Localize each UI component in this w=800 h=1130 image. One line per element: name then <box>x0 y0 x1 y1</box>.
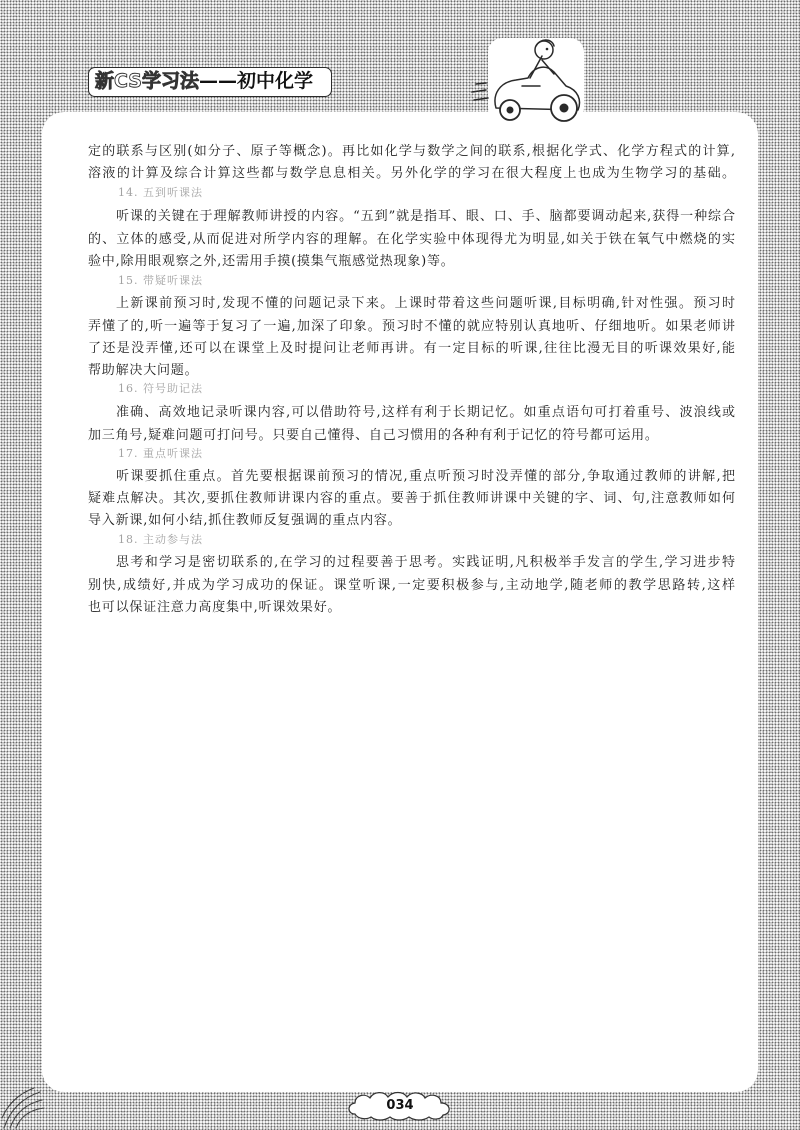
page-number-badge <box>345 1088 455 1122</box>
text-line: 了还是没弄懂,还可以在课堂上及时提问让老师再讲。有一定目标的听课,往往比漫无目的听课效果好,能 <box>88 341 735 356</box>
text-line: 听课的关键在于理解教师讲授的内容。“五到”就是指耳、眼、口、手、脑都要调动起来,获得一种综合 <box>116 209 735 224</box>
text-line: 疑难点解决。其次,要抓住教师讲课内容的重点。要善于抓住教师讲课中关键的字、词、句,注意教师如何 <box>88 491 735 506</box>
page-curl-decoration <box>0 1058 46 1130</box>
section-heading: 15. 带疑听课法 <box>118 274 203 287</box>
text-line: 加三角号,疑难问题可打问号。只要自己懂得、自己习惯用的各种有利于记忆的符号都可运用。 <box>88 428 659 443</box>
text-line: 溶液的计算及综合计算这些都与数学息息相关。另外化学的学习在很大程度上也成为生物学习的基础。 <box>88 166 735 181</box>
section-heading: 14. 五到听课法 <box>118 186 203 199</box>
series-header <box>88 67 332 97</box>
text-line: 思考和学习是密切联系的,在学习的过程要善于思考。实践证明,凡积极举手发言的学生,学习进步特 <box>116 555 735 570</box>
series-title: 新CS学习法 <box>95 70 199 92</box>
text-line: 验中,除用眼观察之外,还需用手摸(摸集气瓶感觉热现象)等。 <box>88 254 455 269</box>
text-line: 上新课前预习时,发现不懂的问题记录下来。上课时带着这些问题听课,目标明确,针对性强。预习时 <box>116 296 735 311</box>
text-line: 别快,成绩好,并成为学习成功的保证。课堂听课,一定要积极参与,主动地学,随老师的教学思路转,这样 <box>88 578 735 593</box>
section-heading: 18. 主动参与法 <box>118 533 203 546</box>
text-line: 的、立体的感受,从而促进对所学内容的理解。在化学实验中体现得尤为明显,如关于铁在氧气中燃烧的实 <box>88 232 735 247</box>
text-line: 帮助解决大问题。 <box>88 363 199 378</box>
text-line: 也可以保证注意力高度集中,听课效果好。 <box>88 600 342 615</box>
title-dash: —— <box>198 70 237 92</box>
subject-title: 初中化学 <box>236 70 313 92</box>
text-line: 准确、高效地记录听课内容,可以借助符号,这样有利于长期记忆。如重点语句可打着重号、波浪线或 <box>116 405 735 420</box>
text-line: 听课要抓住重点。首先要根据课前预习的情况,重点听预习时没弄懂的部分,争取通过教师的讲解,把 <box>116 469 735 484</box>
page-number: 034 <box>386 1098 414 1113</box>
text-line: 弄懂了的,听一遍等于复习了一遍,加深了印象。预习时不懂的就应特别认真地听、仔细地听。如果老师讲 <box>88 319 735 334</box>
text-line: 导入新课,如何小结,抓住教师反复强调的重点内容。 <box>88 513 402 528</box>
car-illustration <box>470 34 588 126</box>
section-heading: 17. 重点听课法 <box>118 447 203 460</box>
section-heading: 16. 符号助记法 <box>118 382 203 395</box>
text-line: 定的联系与区别(如分子、原子等概念)。再比如化学与数学之间的联系,根据化学式、化学方程式的计算, <box>88 144 735 159</box>
